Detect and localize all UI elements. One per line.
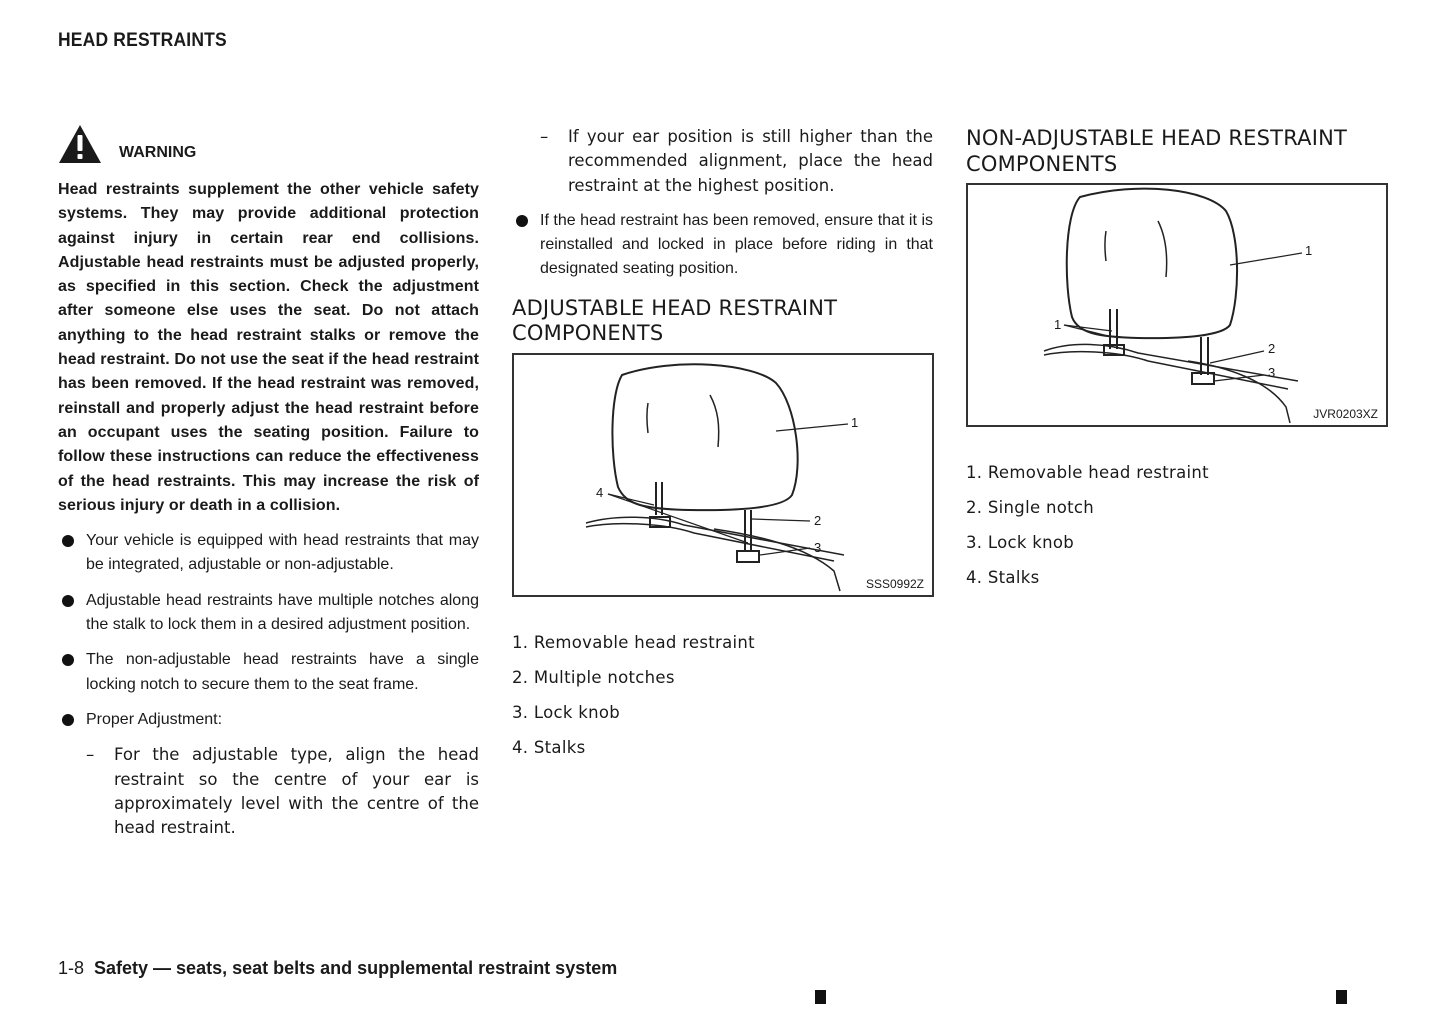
print-mark — [815, 990, 826, 1004]
legend-item: 3. Lock knob — [966, 533, 1075, 552]
legend-item: 1. Removable head restraint — [512, 632, 755, 652]
legend-item: 4. Stalks — [966, 568, 1040, 587]
callout-label: 4 — [596, 484, 604, 500]
head-restraint-illustration — [968, 185, 1386, 425]
figure-code: JVR0203XZ — [1313, 407, 1378, 421]
legend-item: 2. Single notch — [966, 498, 1095, 517]
page-title: HEAD RESTRAINTS — [58, 30, 227, 51]
callout-label: 1 — [851, 414, 859, 430]
section-title-adjustable: ADJUSTABLE HEAD RESTRAINT COMPONENTS — [512, 295, 838, 346]
legend-adjustable — [512, 625, 933, 765]
sub-list-item: – If your ear position is still higher than the recommended alignment, place the head restraint at the highest position. — [540, 127, 933, 195]
list-item: If the head restraint has been removed, ensure that it is reinstalled and locked in place before riding in that designated seating position. — [512, 209, 933, 282]
head-restraint-illustration — [514, 355, 932, 595]
figure-non-adjustable-head-restraint — [966, 183, 1388, 427]
callout-label: 3 — [1268, 365, 1276, 380]
figure-code: SSS0992Z — [865, 576, 924, 591]
print-mark — [1336, 990, 1347, 1004]
page-number: 1-8 — [58, 958, 85, 978]
sub-list-item: – For the adjustable type, align the head restraint so the centre of your ear is approximately level with the centre of the head restraint. — [86, 745, 479, 838]
page-footer — [58, 958, 617, 979]
legend-item: 1. Removable head restraint — [966, 463, 1209, 482]
list-item: Proper Adjustment: — [58, 708, 479, 732]
callout-label: 1 — [1305, 243, 1313, 258]
warning-triangle-icon — [58, 124, 102, 164]
legend-item: 2. Multiple notches — [512, 667, 675, 687]
list-item: Adjustable head restraints have multiple notches along the stalk to lock them in a desired adjustment position. — [58, 589, 479, 638]
legend-item: 3. Lock knob — [512, 702, 621, 722]
bullet-icon — [62, 714, 74, 726]
column-middle — [512, 125, 933, 765]
callout-label: 1 — [1054, 317, 1062, 332]
bullet-icon — [62, 595, 74, 607]
column-left — [58, 120, 479, 840]
bullet-icon — [62, 654, 74, 666]
list-item: The non-adjustable head restraints have a single locking notch to secure them to the seat frame. — [58, 648, 479, 697]
list-item: Your vehicle is equipped with head restraints that may be integrated, adjustable or non-adjustable. — [58, 529, 479, 578]
section-title-non-adjustable: NON-ADJUSTABLE HEAD RESTRAINT COMPONENTS — [966, 126, 1348, 176]
callout-label: 3 — [814, 539, 822, 555]
bullet-icon — [62, 535, 74, 547]
warning-header — [58, 120, 479, 164]
warning-text: Head restraints supplement the other vehicle safety systems. They may provide additional protection against injury in certain rear end collisions. Adjustable head restraints must be adjusted properly, as specified in this section. Check the adjustment after someone else uses the seat. Do not attach anything to the head restraint stalks or remove the head restraint. Do not use the seat if the head restraint has been removed. If the head restraint was removed, reinstall and properly adjust the head restraint before an occupant uses the seating position. Failure to follow these instructions can reduce the effectiveness of the head restraints. This may increase the risk of serious injury or death in a collision. — [58, 181, 479, 514]
callout-label: 2 — [1268, 341, 1276, 356]
legend-non-adjustable — [966, 455, 1387, 595]
warning-title: WARNING — [119, 144, 197, 161]
column-right — [966, 112, 1387, 595]
bullet-icon — [516, 215, 528, 227]
footer-title: Safety — seats, seat belts and supplemental restraint system — [94, 958, 618, 978]
legend-item: 4. Stalks — [512, 737, 586, 757]
callout-label: 2 — [814, 512, 822, 528]
figure-adjustable-head-restraint — [512, 353, 934, 597]
